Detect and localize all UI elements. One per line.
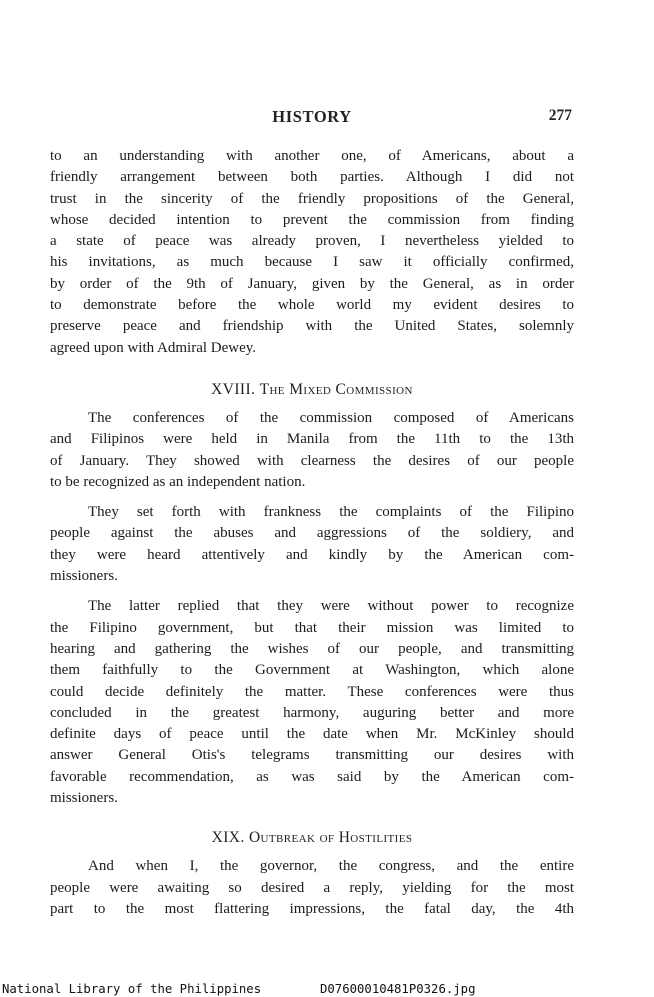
text-line: to be recognized as an independent nation.: [50, 473, 306, 490]
text-line: And when I, the governor, the congress, and the entire: [88, 858, 574, 875]
text-line: part to the most flattering impressions, the fatal day, the 4th: [50, 900, 574, 917]
text-line: his invitations, as much because I saw it officially confirmed,: [50, 254, 574, 271]
paragraph: [50, 408, 574, 493]
running-title: HISTORY: [272, 107, 352, 126]
text-line: favorable recommendation, as was said by the American com-: [50, 768, 574, 785]
paragraph-continuation: [50, 146, 574, 359]
section-title: Outbreak of Hostilities: [248, 829, 413, 847]
text-line: The latter replied that they were without power to recognize: [88, 598, 574, 615]
text-line: answer General Otis's telegrams transmitting our desires with: [50, 747, 574, 764]
text-line: preserve peace and friendship with the United States, solemnly: [50, 318, 574, 335]
text-line: by order of the 9th of January, given by the General, as in order: [50, 275, 574, 292]
running-head: [50, 107, 574, 129]
text-line: to demonstrate before the whole world my evident desires to: [50, 297, 574, 314]
section-heading-xviii: [50, 381, 574, 399]
text-line: missioners.: [50, 790, 118, 807]
library-credit: National Library of the Philippines: [2, 982, 262, 996]
section-title: The Mixed Commission: [259, 380, 413, 398]
text-line: of January. They showed with clearness the desires of our people: [50, 452, 574, 469]
paragraph: [50, 856, 574, 920]
text-line: friendly arrangement between both parties. Although I did not: [50, 169, 574, 186]
page-number: 277: [548, 107, 572, 124]
text-line: the Filipino government, but that their mission was limited to: [50, 619, 574, 636]
text-line: to an understanding with another one, of Americans, about a: [50, 148, 574, 164]
paragraph: [50, 596, 574, 809]
text-line: missioners.: [50, 568, 118, 585]
section-heading-xix: [50, 829, 574, 847]
text-line: people against the abuses and aggressions of the soldiery, and: [50, 525, 574, 542]
text-line: and Filipinos were held in Manila from the 11th to the 13th: [50, 431, 574, 448]
text-line: trust in the sincerity of the friendly propositions of the General,: [50, 190, 574, 207]
scan-filename: D07600010481P0326.jpg: [320, 982, 476, 996]
text-line: whose decided intention to prevent the commission from finding: [50, 211, 574, 228]
text-line: a state of peace was already proven, I nevertheless yielded to: [50, 233, 574, 250]
text-line: them faithfully to the Government at Washington, which alone: [50, 662, 574, 679]
text-line: definite days of peace until the date when Mr. McKinley should: [50, 726, 574, 743]
section-number: XVIII.: [211, 380, 256, 398]
body-text: [50, 146, 574, 920]
text-line: people were awaiting so desired a reply, yielding for the most: [50, 879, 574, 896]
text-line: hearing and gathering the wishes of our people, and transmitting: [50, 640, 574, 657]
text-line: could decide definitely the matter. These conferences were thus: [50, 683, 574, 700]
text-line: The conferences of the commission composed of Americans: [88, 409, 574, 426]
scan-footer: [2, 982, 652, 996]
text-line: They set forth with frankness the complaints of the Filipino: [88, 504, 574, 521]
text-line: agreed upon with Admiral Dewey.: [50, 339, 257, 356]
paragraph: [50, 502, 574, 587]
text-line: they were heard attentively and kindly by the American com-: [50, 546, 574, 563]
section-number: XIX.: [211, 829, 245, 847]
text-line: concluded in the greatest harmony, auguring better and more: [50, 704, 574, 721]
